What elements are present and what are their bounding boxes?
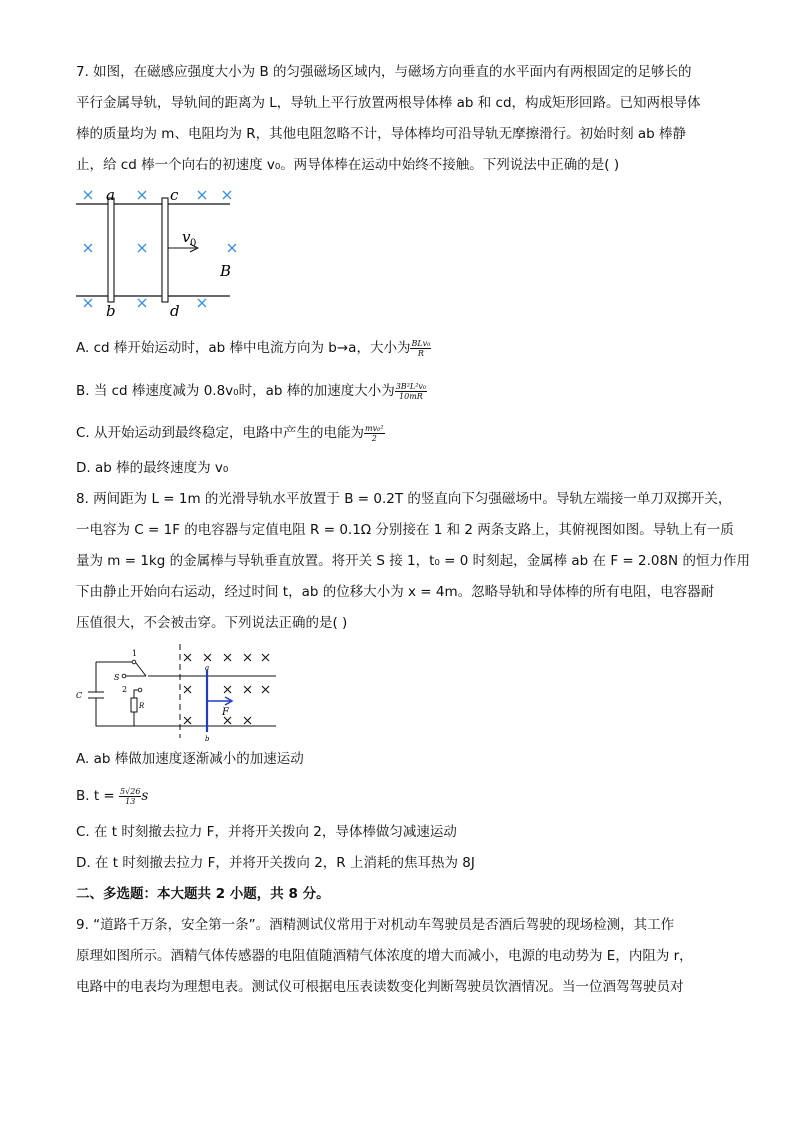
magnetic-field-crosses [84,191,236,307]
q8-circuit-figure [76,640,281,745]
q8-line-2: 一电容为 C = 1F 的电容器与定值电阻 R = 0.1Ω 分别接在 1 和 2 两条支路上，其俯视图如图。导轨上有一质 [76,522,734,538]
q8-line-3: 量为 m = 1kg 的金属棒与导轨垂直放置。将开关 S 接 1，t₀ = 0 时刻起，金属棒 ab 在 F = 2.08N 的恒力作用 [76,553,750,569]
rod-ab [108,198,114,302]
fraction-numerator: mv₀² [365,423,384,433]
fraction-numerator: 5√26 [120,786,141,796]
label-b: b [106,302,116,320]
q7-option-c[interactable] [76,423,385,443]
label-B: B [220,262,232,280]
label-c: c [170,186,179,204]
q8-option-b-fraction [119,787,141,806]
fraction-denominator: 13 [125,796,136,806]
label-a: a [106,186,115,204]
fraction-numerator: 3B²L²v₀ [395,381,427,391]
label-R: R [139,702,145,710]
q8-option-a[interactable]: A. ab 棒做加速度逐渐减小的加速运动 [76,751,304,767]
q7-line-2: 平行金属导轨，导轨间的距离为 L，导轨上平行放置两根导体棒 ab 和 cd，构成矩形回路。已知两根导体 [76,95,701,111]
q7-option-b-fraction [395,382,427,401]
q8-line-5: 压值很大，不会被击穿。下列说法正确的是( ) [76,615,348,631]
q7-option-a-fraction [410,339,431,358]
q7-option-a-text: A. cd 棒开始运动时，ab 棒中电流方向为 b→a，大小为 [76,340,411,356]
q9-line-3: 电路中的电表均为理想电表。测试仪可根据电压表读数变化判断驾驶员饮酒情况。当一位酒驾驾驶员对 [76,979,684,995]
terminal-2 [138,688,142,692]
q7-line-3: 棒的质量均为 m、电阻均为 R，其他电阻忽略不计，导体棒均可沿导轨无摩擦滑行。初始时刻 ab 棒静 [76,126,687,142]
label-F: F [222,707,229,718]
terminal-1 [132,660,136,664]
label-a: a [205,664,210,672]
fraction-denominator: 2 [371,433,377,443]
resistor-symbol [131,698,137,712]
label-v0: v [182,228,191,246]
q7-option-c-text: C. 从开始运动到最终稳定，电路中产生的电能为 [76,425,365,441]
switch-blade [136,663,146,676]
label-b: b [205,735,210,743]
q7-line-4: 止，给 cd 棒一个向右的初速度 v₀。两导体棒在运动中始终不接触。下列说法中正确的是( ) [76,157,620,173]
label-S: S [114,673,120,682]
q7-line-1: 7. 如图，在磁感应强度大小为 B 的匀强磁场区域内，与磁场方向垂直的水平面内有两根固定的足够长的 [76,64,692,80]
label-1: 1 [132,649,138,658]
label-C: C [76,691,83,700]
q7-option-d[interactable]: D. ab 棒的最终速度为 v₀ [76,460,229,476]
q7-option-b-text: B. 当 cd 棒速度减为 0.8v₀时，ab 棒的加速度大小为 [76,383,395,399]
q7-option-b[interactable] [76,381,427,401]
q8-option-d[interactable]: D. 在 t 时刻撤去拉力 F，并将开关拨向 2，R 上消耗的焦耳热为 8J [76,855,475,871]
q9-line-1: 9. “道路千万条，安全第一条”。酒精测试仪常用于对机动车驾驶员是否酒后驾驶的现场检测，其工作 [76,917,675,933]
label-2: 2 [122,685,128,694]
q7-option-a[interactable] [76,338,431,358]
q7-option-c-fraction [364,424,385,443]
label-v0-subscript: 0 [190,238,197,249]
q8-option-c[interactable]: C. 在 t 时刻撤去拉力 F，并将开关拨向 2，导体棒做匀减速运动 [76,824,457,840]
q8-option-b-prefix: B. t = [76,788,115,804]
q9-line-2: 原理如图所示。酒精气体传感器的电阻值随酒精气体浓度的增大而减小，电源的电动势为 E，内阻为 r， [76,948,693,964]
q7-rails-figure [76,182,246,322]
section-heading-multiple-choice: 二、多选题：本大题共 2 小题，共 8 分。 [76,886,330,902]
switch-pivot [122,674,126,678]
q8-line-4: 下由静止开始向右运动，经过时间 t，ab 的位移大小为 x = 4m。忽略导轨和导体棒的所有电阻，电容器耐 [76,584,715,600]
label-d: d [170,302,180,320]
q8-option-b[interactable] [76,786,148,806]
rod-cd [162,198,168,302]
fraction-denominator: R [417,348,424,358]
q8-line-1: 8. 两间距为 L = 1m 的光滑导轨水平放置于 B = 0.2T 的竖直向下匀强磁场中。导轨左端接一单刀双掷开关， [76,491,732,507]
fraction-numerator: BLv₀ [411,338,431,348]
fraction-denominator: 10mR [399,391,423,401]
q8-option-b-unit: s [141,788,149,804]
